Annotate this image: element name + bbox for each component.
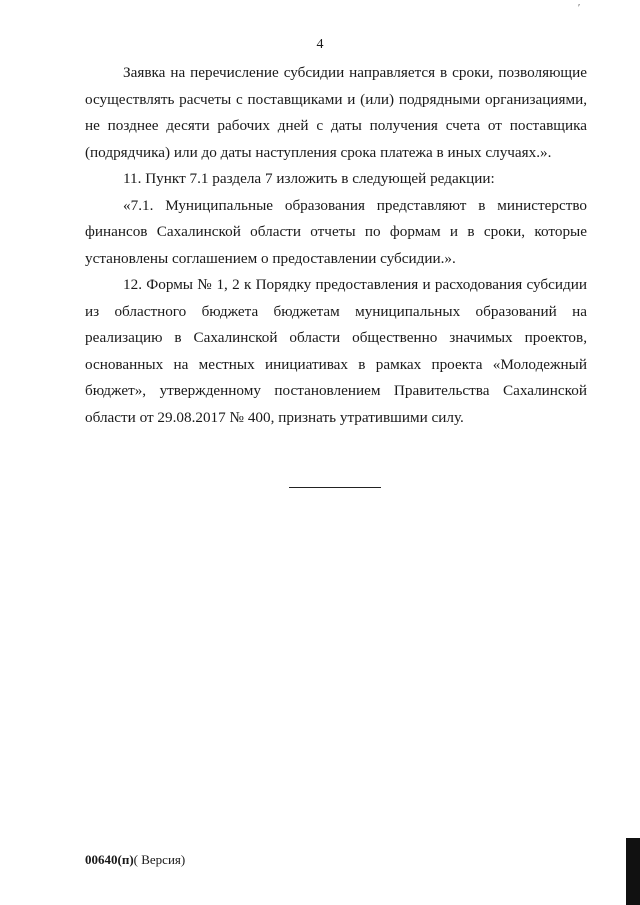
paragraph-item-12: 12. Формы № 1, 2 к Порядку предоставления и расходования субсидии из областного бюджета бюджетам муниципальных образований на реализацию в Сахалинской области общественно значимых проектов, основанных на местных инициативах в рамках проекта «Молодежный бюджет», утвержденному постановлением Правительства Сахалинской области от 29.08.2017 № 400, признать утратившими силу. xyxy=(85,276,587,426)
page-number: 4 xyxy=(316,37,324,52)
paragraph-item-11: 11. Пункт 7.1 раздела 7 изложить в следующей редакции: xyxy=(123,170,495,187)
end-divider xyxy=(289,487,381,488)
document-body xyxy=(85,60,587,431)
scan-artifact-mark: ʹ xyxy=(578,3,581,14)
scan-edge-mark xyxy=(626,838,640,905)
document-code xyxy=(85,852,185,868)
paragraph-clause-7-1: «7.1. Муниципальные образования представляют в министерство финансов Сахалинской области отчеты по формам и в сроки, которые установлены соглашением о предоставлении субсидии.». xyxy=(85,196,587,267)
paragraph-subsidy-request: Заявка на перечисление субсидии направляется в сроки, позволяющие осуществлять расчеты с поставщиками и (или) подрядными организациями, не позднее десяти рабочих дней с даты получения счета от поставщика (подрядчика) или до даты наступления срока платежа в иных случаях.». xyxy=(85,64,587,161)
document-version-label: ( Версия) xyxy=(133,852,186,867)
document-code-number: 00640(п) xyxy=(85,852,134,867)
